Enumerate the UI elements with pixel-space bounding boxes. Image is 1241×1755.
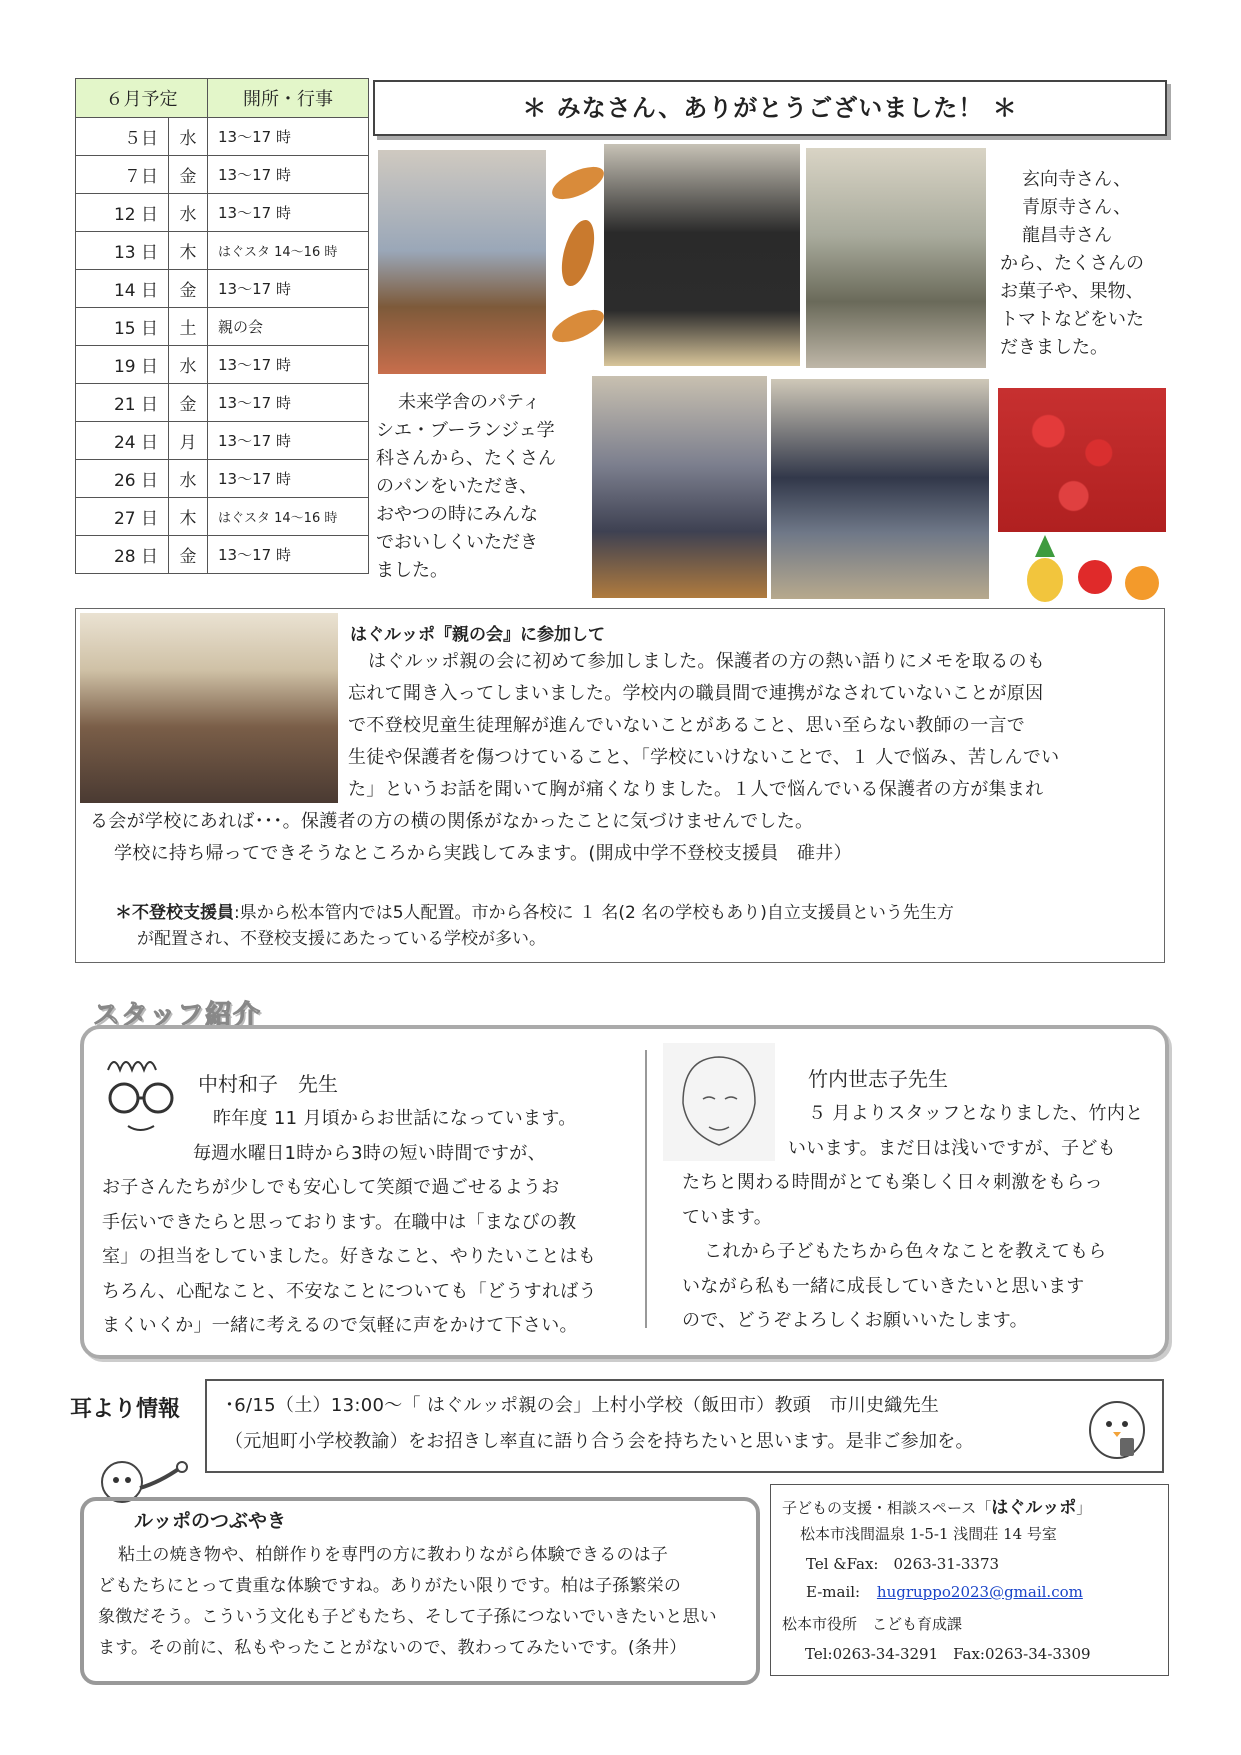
contact-city-office: 松本市役所 こども育成課 [782,1615,963,1633]
schedule-row [76,422,369,460]
temples-line: だきました。 [1000,337,1108,358]
parents-meeting-title: はぐルッポ『親の会』に参加して [350,625,605,645]
intro-line: 毎週水曜日1時から3時の短い時間ですが、 [193,1142,546,1164]
email-link[interactable]: hugruppo2023@gmail.com [876,1583,1083,1601]
mascot-musings-text [98,1540,717,1664]
tomatoes-photo [998,388,1166,532]
bakery-line: 科さんから、たくさん [376,448,556,469]
intro-line: いいます。まだ日は浅いですが、子ども [788,1137,1116,1159]
schedule-weekday: 月 [169,422,208,460]
schedule-event: はぐスタ 14～16 時 [208,498,369,536]
bakery-thanks-text [376,389,556,585]
org-suffix: 」 [1076,1499,1092,1517]
schedule-weekday: 金 [169,384,208,422]
nakamura-name: 中村和子 先生 [198,1072,338,1096]
schedule-day: 15 日 [76,308,169,346]
contact-address: 松本市浅間温泉 1-5-1 浅間荘 14 号室 [800,1525,1057,1543]
staff-heading: スタッフ紹介 [93,1000,261,1031]
body-line: で不登校児童生徒理解が進んでいないことがあること、思い至らない教師の一言で [348,715,1026,736]
schedule-header-row [76,79,369,118]
temples-line: 青原寺さん、 [1022,197,1132,218]
parents-meeting-body [348,646,1059,806]
schedule-weekday: 金 [169,270,208,308]
body-line: 生徒や保護者を傷つけていること、「学校にいけないことで、１ 人で悩み、苦しんでい [348,747,1060,768]
temple-visitor-photo [806,148,986,368]
intro-line: ています。 [682,1206,773,1228]
note-term: ＊不登校支援員 [115,903,234,923]
schedule-weekday: 水 [169,460,208,498]
schedule-row [76,118,369,156]
schedule-day: 12 日 [76,194,169,232]
takeuchi-name: 竹内世志子先生 [808,1067,948,1091]
schedule-row [76,156,369,194]
bakery-line: 未来学舎のパティ [398,392,541,413]
schedule-day: 14 日 [76,270,169,308]
fruit-illustration [1020,535,1165,605]
musing-line: 粘土の焼き物や、柏餅作りを専門の方に教わりながら体験できるのは子 [118,1545,669,1565]
body-line: 学校に持ち帰ってできそうなところから実践してみます。(開成中学不登校支援員 碓井） [114,843,852,864]
schedule-row [76,194,369,232]
schedule-row [76,346,369,384]
schedule-day: 13 日 [76,232,169,270]
group-visitors-photo [771,379,989,599]
schedule-weekday: 木 [169,498,208,536]
children-fruit-photo [592,376,767,598]
schedule-header-event: 開所・行事 [208,79,369,118]
intro-line: いながら私も一緒に成長していきたいと思います [682,1275,1085,1297]
schedule-weekday: 木 [169,232,208,270]
bakery-line: おやつの時にみんな [376,504,538,525]
chick-icon [1082,1390,1152,1462]
body-line: 忘れて聞き入ってしまいました。学校内の職員間で連携がなされていないことが原因 [348,683,1044,704]
schedule-row [76,270,369,308]
note-line: :県から松本管内では5人配置。市から各校に １ 名(2 名の学校もあり)自立支援員という先生方 [234,903,954,923]
schedule-day: 27 日 [76,498,169,536]
schedule-event: 13～17 時 [208,346,369,384]
schedule-event: 13～17 時 [208,156,369,194]
schedule-day: 28 日 [76,536,169,574]
schedule-day: 24 日 [76,422,169,460]
news-text [225,1388,974,1460]
schedule-weekday: 水 [169,346,208,384]
schedule-event: 13～17 時 [208,384,369,422]
schedule-row [76,460,369,498]
schedule-weekday: 水 [169,118,208,156]
parents-meeting-body-cont [90,806,852,870]
org-name: はぐルッポ [991,1498,1077,1518]
temples-line: から、たくさんの [1000,253,1144,274]
news-line: （元旭町小学校教諭）をお招きし率直に語り合う会を持ちたいと思います。是非ご参加を。 [225,1431,974,1452]
intro-line: たちと関わる時間がとても楽しく日々刺激をもらっ [682,1172,1103,1193]
intro-line: これから子どもたちから色々なことを教えてもら [704,1241,1107,1262]
support-staff-note [115,900,954,952]
schedule-day: ７日 [76,156,169,194]
schedule-header-month: ６月予定 [76,79,208,118]
schedule-weekday: 金 [169,156,208,194]
schedule-event: 13～17 時 [208,118,369,156]
mascot-musings-title: ルッポのつぶやき [134,1510,287,1532]
intro-line: お子さんたちが少しでも安心して笑顔で過ごせるようお [102,1177,560,1198]
musing-line: どもたちにとって貴重な体験ですね。ありがたい限りです。柏は子孫繁栄の [98,1576,682,1596]
schedule-weekday: 金 [169,536,208,574]
bakery-line: でおいしくいただき [376,532,538,553]
schedule-row [76,536,369,574]
monk-photo [604,144,800,366]
schedule-row [76,232,369,270]
temples-line: トマトなどをいた [1000,309,1144,330]
news-label: 耳より情報 [70,1397,181,1422]
schedule-row [76,384,369,422]
schedule-day: 26 日 [76,460,169,498]
intro-line: ５ 月よりスタッフとなりました、竹内と [808,1103,1144,1124]
intro-line: 室」の担当をしていました。好きなこと、やりたいことはも [102,1246,597,1267]
schedule-day: 21 日 [76,384,169,422]
staff-divider [645,1050,647,1328]
contact-org [782,1493,1091,1518]
schedule-weekday: 土 [169,308,208,346]
body-line: た」というお話を聞いて胸が痛くなりました。１人で悩んでいる保護者の方が集まれ [348,779,1044,800]
schedule-weekday: 水 [169,194,208,232]
schedule-event: 13～17 時 [208,422,369,460]
schedule-row [76,308,369,346]
schedule-event: 13～17 時 [208,536,369,574]
body-line: る会が学校にあれば･･･。保護者の方の横の関係がなかったことに気づけませんでした。 [90,811,814,832]
intro-line: ちろん、心配なこと、不安なことについても「どうすればう [102,1280,597,1302]
intro-line: 手伝いできたらと思っております。在職中は「まなびの教 [102,1211,577,1233]
temples-line: 龍昌寺さん [1022,225,1112,246]
takeuchi-intro [682,1097,1143,1339]
musing-line: ます。その前に、私もやったことがないので、教わってみたいです。(条井） [98,1638,687,1658]
bakery-line: のパンをいただき、 [376,476,538,497]
bakery-line: シエ・ブーランジェ学 [376,420,555,441]
bread-illustration [548,158,608,358]
body-line: はぐルッポ親の会に初めて参加しました。保護者の方の熱い語りにメモを取るのも [368,651,1046,672]
intro-line: まくいくか」一緒に考えるので気軽に声をかけて下さい。 [102,1315,578,1336]
intro-line: 昨年度 11 月頃からお世話になっています。 [213,1108,577,1129]
schedule-day: 19 日 [76,346,169,384]
temples-line: 玄向寺さん、 [1022,169,1132,190]
nakamura-intro [98,1102,597,1344]
contact-tel-fax: Tel &Fax: 0263-31-3373 [806,1555,1000,1573]
news-line: ･6/15（土）13:00～「 はぐルッポ親の会」上村小学校（飯田市）教頭 市川史織先生 [225,1395,940,1416]
schedule-table [75,78,369,574]
bakery-line: ました。 [376,560,448,581]
thanks-banner-title: ＊ みなさん、ありがとうございました！ ＊ [373,80,1167,136]
temples-line: お菓子や、果物、 [1000,281,1144,302]
note-line: が配置され、不登校支援にあたっている学校が多い。 [137,929,547,949]
schedule-day: ５日 [76,118,169,156]
temples-thanks-text [1000,166,1144,362]
musing-line: 象徴だそう。こういう文化も子どもたち、そして子孫につないでいきたいと思い [98,1607,717,1627]
schedule-event: はぐスタ 14～16 時 [208,232,369,270]
parents-meeting-photo [80,613,338,803]
schedule-row [76,498,369,536]
email-label: E-mail: [806,1583,861,1601]
schedule-event: 13～17 時 [208,194,369,232]
intro-line: ので、どうぞよろしくお願いいたします。 [682,1310,1028,1331]
schedule-event: 親の会 [208,308,369,346]
schedule-event: 13～17 時 [208,270,369,308]
contact-city-tel: Tel:0263-34-3291 Fax:0263-34-3309 [805,1645,1091,1663]
contact-email [806,1583,1083,1601]
schedule-event: 13～17 時 [208,460,369,498]
org-prefix: 子どもの支援・相談スペース「 [782,1499,992,1517]
bakery-teacher-photo [378,150,546,374]
